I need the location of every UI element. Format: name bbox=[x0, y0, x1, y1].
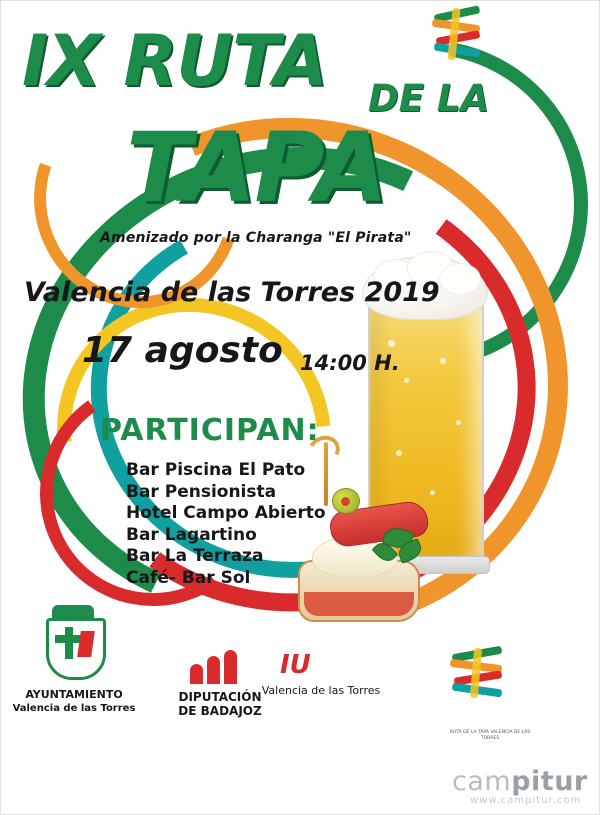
list-item: Bar La Terraza bbox=[126, 546, 264, 566]
diputacion-line-2: DE BADAJOZ bbox=[178, 704, 262, 718]
watermark bbox=[452, 768, 588, 796]
ayuntamiento-line-2: Valencia de las Torres bbox=[12, 703, 136, 714]
watermark-bold: pitur bbox=[511, 766, 588, 797]
list-item: Bar Pensionista bbox=[126, 481, 277, 502]
watermark-url: www.campitur.com bbox=[470, 795, 582, 806]
watermark-light: cam bbox=[452, 766, 512, 797]
list-item: Hotel Campo Abierto bbox=[126, 503, 326, 523]
list-item: Bar Lagartino bbox=[126, 524, 257, 545]
poster-place: Valencia de las Torres 2019 bbox=[24, 277, 440, 308]
ribbon-logo-icon bbox=[430, 8, 486, 64]
list-item: Café- Bar Sol bbox=[126, 567, 251, 588]
poster-date: 17 agosto bbox=[82, 330, 283, 371]
ribbon-logo-icon bbox=[448, 648, 510, 702]
poster-time: 14:00 H. bbox=[300, 351, 400, 375]
iu-mark: IU bbox=[280, 650, 311, 680]
diputacion-mark-icon bbox=[190, 650, 246, 684]
list-item: Bar Piscina El Pato bbox=[126, 460, 306, 480]
ayuntamiento-line-1: AYUNTAMIENTO bbox=[25, 688, 123, 701]
ayuntamiento-label bbox=[0, 688, 148, 716]
participants-heading: PARTICIPAN: bbox=[100, 413, 320, 448]
iu-label: Valencia de las Torres bbox=[261, 684, 381, 697]
diputacion-line-1: DIPUTACIÓN bbox=[178, 690, 262, 704]
title-line-2: TAPA bbox=[126, 112, 387, 224]
participants-list bbox=[126, 460, 376, 589]
ribbon-logo-caption: RUTA DE LA TAPA VALENCIA DE LAS TORRES bbox=[449, 730, 531, 741]
title-line-1-small: DE LA bbox=[368, 77, 490, 120]
title-line-1-main: IX RUTA bbox=[22, 20, 327, 102]
poster-subtitle: Amenizado por la Charanga "El Pirata" bbox=[100, 230, 412, 246]
town-crest-icon bbox=[42, 605, 104, 679]
